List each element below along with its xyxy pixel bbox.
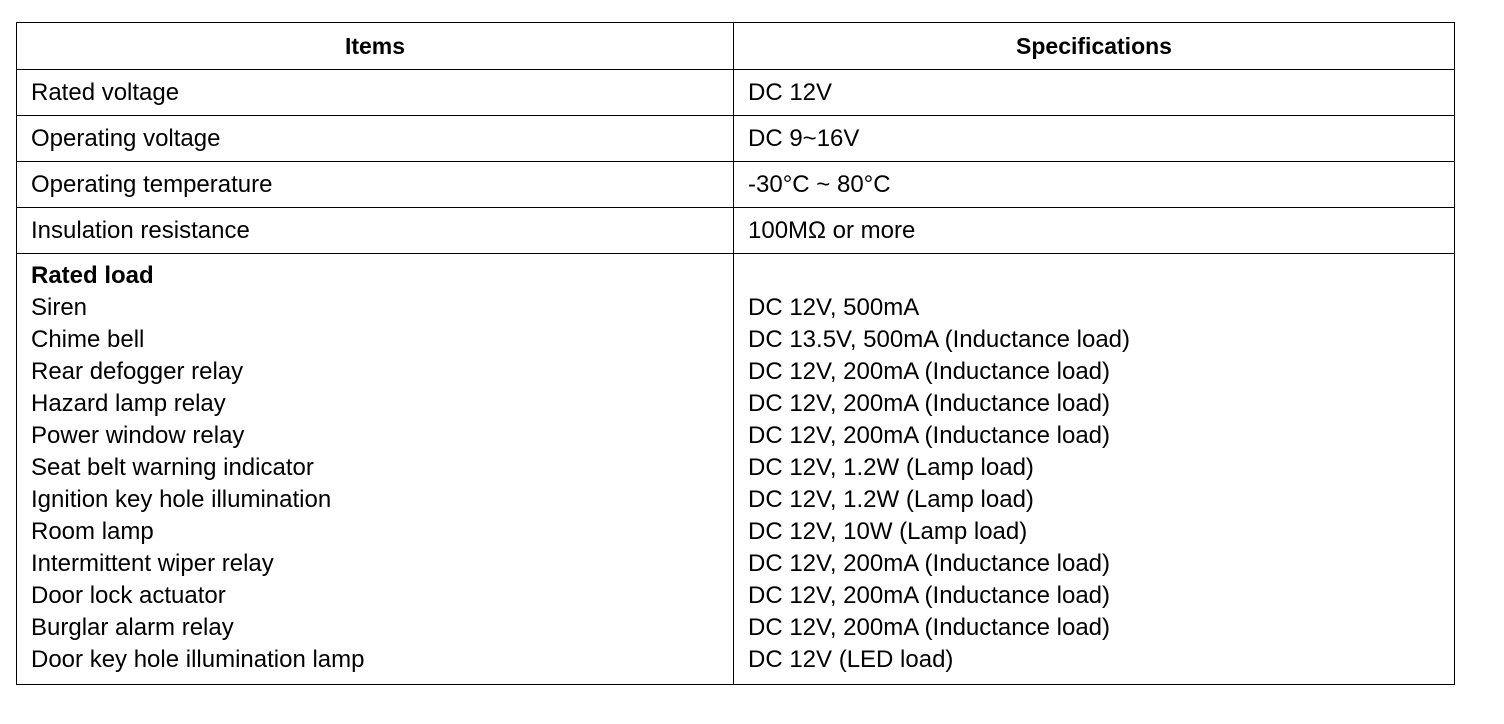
load-item-spec: DC 12V, 10W (Lamp load) — [748, 518, 1028, 545]
load-item-name: Rear defogger relay — [31, 358, 244, 385]
spec-cell: DC 9~16V — [734, 116, 1455, 162]
load-item-spec: DC 12V, 200mA (Inductance load) — [748, 614, 1111, 641]
rated-load-heading: Rated load — [31, 262, 154, 289]
load-item-name: Intermittent wiper relay — [31, 550, 274, 577]
table-row — [17, 70, 1455, 116]
item-cell: Operating voltage — [17, 116, 734, 162]
load-item-spec: DC 12V, 1.2W (Lamp load) — [748, 486, 1034, 513]
spec-cell: DC 12V — [734, 70, 1455, 116]
spec-cell: 100MΩ or more — [734, 208, 1455, 254]
load-item-spec: DC 12V, 200mA (Inductance load) — [748, 422, 1111, 449]
table-row — [17, 116, 1455, 162]
item-cell: Operating temperature — [17, 162, 734, 208]
table-row — [17, 162, 1455, 208]
item-cell: Insulation resistance — [17, 208, 734, 254]
load-item-spec: DC 12V, 200mA (Inductance load) — [748, 358, 1111, 385]
item-cell: Rated voltage — [17, 70, 734, 116]
table-row — [17, 208, 1455, 254]
load-item-name: Burglar alarm relay — [31, 614, 234, 641]
rated-load-specs-cell — [734, 254, 1455, 685]
items-column-header: Items — [17, 23, 734, 70]
specifications-table — [16, 22, 1455, 685]
load-item-spec: DC 13.5V, 500mA (Inductance load) — [748, 326, 1131, 353]
load-item-spec: DC 12V (LED load) — [748, 646, 954, 673]
load-item-spec: DC 12V, 200mA (Inductance load) — [748, 550, 1111, 577]
load-item-name: Door key hole illumination lamp — [31, 646, 365, 673]
rated-load-row — [17, 254, 1455, 685]
load-item-spec: DC 12V, 1.2W (Lamp load) — [748, 454, 1034, 481]
heading-spacer — [748, 260, 1454, 292]
rated-load-items-cell — [17, 254, 734, 685]
load-item-name: Hazard lamp relay — [31, 390, 226, 417]
load-item-name: Seat belt warning indicator — [31, 454, 314, 481]
load-item-name: Ignition key hole illumination — [31, 486, 332, 513]
load-item-spec: DC 12V, 200mA (Inductance load) — [748, 582, 1111, 609]
load-item-spec: DC 12V, 200mA (Inductance load) — [748, 390, 1111, 417]
load-item-name: Siren — [31, 294, 88, 321]
table-header-row — [17, 23, 1455, 70]
spec-cell: -30°C ~ 80°C — [734, 162, 1455, 208]
load-item-name: Door lock actuator — [31, 582, 226, 609]
load-item-name: Power window relay — [31, 422, 245, 449]
load-item-name: Chime bell — [31, 326, 145, 353]
load-item-name: Room lamp — [31, 518, 154, 545]
load-item-spec: DC 12V, 500mA — [748, 294, 920, 321]
specifications-column-header: Specifications — [734, 23, 1455, 70]
